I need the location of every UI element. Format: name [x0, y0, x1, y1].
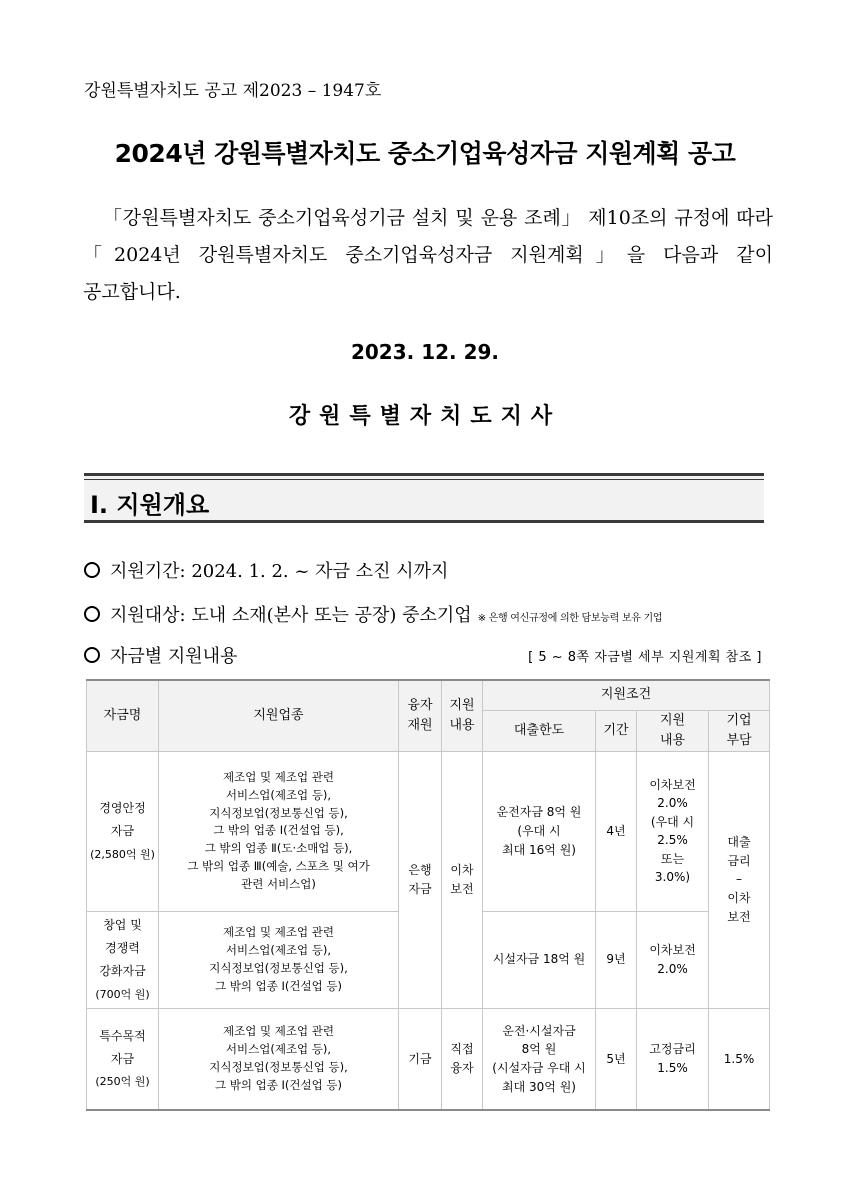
header-source: 융자 재원 — [399, 680, 442, 751]
header-support: 지원 내용 — [442, 680, 483, 751]
notice-date: 2023. 12. 29. — [350, 340, 500, 364]
sector-cell — [159, 911, 399, 1008]
table-row — [87, 751, 770, 911]
circle-bullet-icon — [84, 606, 100, 622]
sector-line: 그 밖의 업종 Ⅲ(예술, 스포츠 및 여가 — [187, 859, 370, 873]
bullet-target — [84, 601, 774, 627]
fund-name-cell — [87, 751, 159, 911]
sector-line: 제조업 및 제조업 관련 — [223, 925, 334, 940]
fund-amount: (250억 원) — [95, 1075, 150, 1089]
support-cell: 직접 융자 — [442, 1008, 483, 1110]
fund-name: 창업 및 경쟁력 강화자금 — [99, 918, 146, 978]
sector-cell — [159, 751, 399, 911]
table-row — [87, 1008, 770, 1110]
support-table — [86, 679, 770, 1111]
period-cell: 9년 — [596, 911, 637, 1008]
sector-line: 서비스업(제조업 등), — [225, 1042, 332, 1057]
limit-cell: 시설자금 18억 원 — [483, 911, 596, 1008]
fund-amount: (700억 원) — [95, 987, 150, 1001]
notice-number: 강원특별자치도 공고 제2023 – 1947호 — [84, 81, 382, 101]
fund-name-cell — [87, 1008, 159, 1110]
sector-cell — [159, 1008, 399, 1110]
intro-paragraph: 「강원특별자치도 중소기업육성기금 설치 및 운용 조례」 제10조의 규정에 따라 「2024년 강원특별자치도 중소기업육성자금 지원계획」을 다음과 같이 공고합니다. — [83, 207, 773, 303]
header-conditions: 지원조건 — [483, 680, 770, 710]
fund-name: 특수목적 자금 — [99, 1028, 146, 1066]
sector-line: 지식정보업(정보통신업 등), — [209, 1060, 348, 1075]
header-sector: 지원업종 — [159, 680, 399, 751]
section-divider — [84, 479, 764, 480]
sector-line: 그 밖의 업종 Ⅱ(도·소매업 등), — [204, 841, 353, 856]
period-text: 지원기간: 2024. 1. 2. ~ 자금 소진 시까지 — [110, 561, 449, 582]
sector-line: 관련 서비스업) — [241, 876, 316, 891]
burden-cell: 1.5% — [709, 1008, 770, 1110]
source-cell: 기금 — [399, 1008, 442, 1110]
content-reference: [ 5 ~ 8쪽 자금별 세부 지원계획 참조 ] — [528, 650, 762, 665]
circle-bullet-icon — [84, 647, 100, 663]
fund-amount: (2,580억 원) — [90, 847, 155, 861]
cond-support-cell: 이차보전 2.0% — [637, 911, 709, 1008]
sector-line: 지식정보업(정보통신업 등), — [209, 805, 348, 820]
issuer-name: 강원특별자치도지사 — [288, 404, 562, 429]
fund-name-cell — [87, 911, 159, 1008]
header-cond-support: 지원 내용 — [637, 710, 709, 751]
fund-name: 경영안정 자금 — [99, 801, 146, 838]
cond-support-cell: 이차보전 2.0% (우대 시 2.5% 또는 3.0%) — [637, 751, 709, 911]
header-fund-name: 자금명 — [87, 680, 159, 751]
target-note: ※ 은행 여신규정에 의한 담보능력 보유 기업 — [477, 613, 663, 624]
header-period: 기간 — [596, 710, 637, 751]
sector-line: 그 밖의 업종 Ⅰ(건설업 등) — [215, 978, 342, 993]
header-burden: 기업 부담 — [709, 710, 770, 751]
content-text: 자금별 지원내용 — [110, 646, 238, 667]
limit-cell: 운전·시설자금 8억 원 (시설자금 우대 시 최대 30억 원) — [483, 1008, 596, 1110]
sector-line: 지식정보업(정보통신업 등), — [209, 960, 348, 975]
sector-line: 서비스업(제조업 등), — [225, 942, 332, 957]
support-cell: 이차 보전 — [442, 751, 483, 1008]
target-text: 지원대상: 도내 소재(본사 또는 공장) 중소기업 — [110, 605, 472, 626]
sector-line: 제조업 및 제조업 관련 — [223, 1024, 334, 1039]
header-limit: 대출한도 — [483, 710, 596, 751]
sector-line: 그 밖의 업종 Ⅰ(건설업 등), — [213, 823, 344, 838]
limit-cell: 운전자금 8억 원 (우대 시 최대 16억 원) — [483, 751, 596, 911]
section-header — [84, 473, 764, 523]
cond-support-cell: 고정금리 1.5% — [637, 1008, 709, 1110]
page-title: 2024년 강원특별자치도 중소기업육성자금 지원계획 공고 — [114, 139, 736, 168]
source-cell: 은행 자금 — [399, 751, 442, 1008]
period-cell: 4년 — [596, 751, 637, 911]
section-title: Ⅰ. 지원개요 — [90, 491, 210, 519]
bullet-period — [84, 557, 774, 583]
period-cell: 5년 — [596, 1008, 637, 1110]
sector-line: 그 밖의 업종 Ⅰ(건설업 등) — [215, 1077, 342, 1092]
sector-line: 제조업 및 제조업 관련 — [223, 769, 334, 784]
sector-line: 서비스업(제조업 등), — [225, 787, 332, 802]
circle-bullet-icon — [84, 562, 100, 578]
burden-cell: 대출 금리 – 이차 보전 — [709, 751, 770, 1008]
